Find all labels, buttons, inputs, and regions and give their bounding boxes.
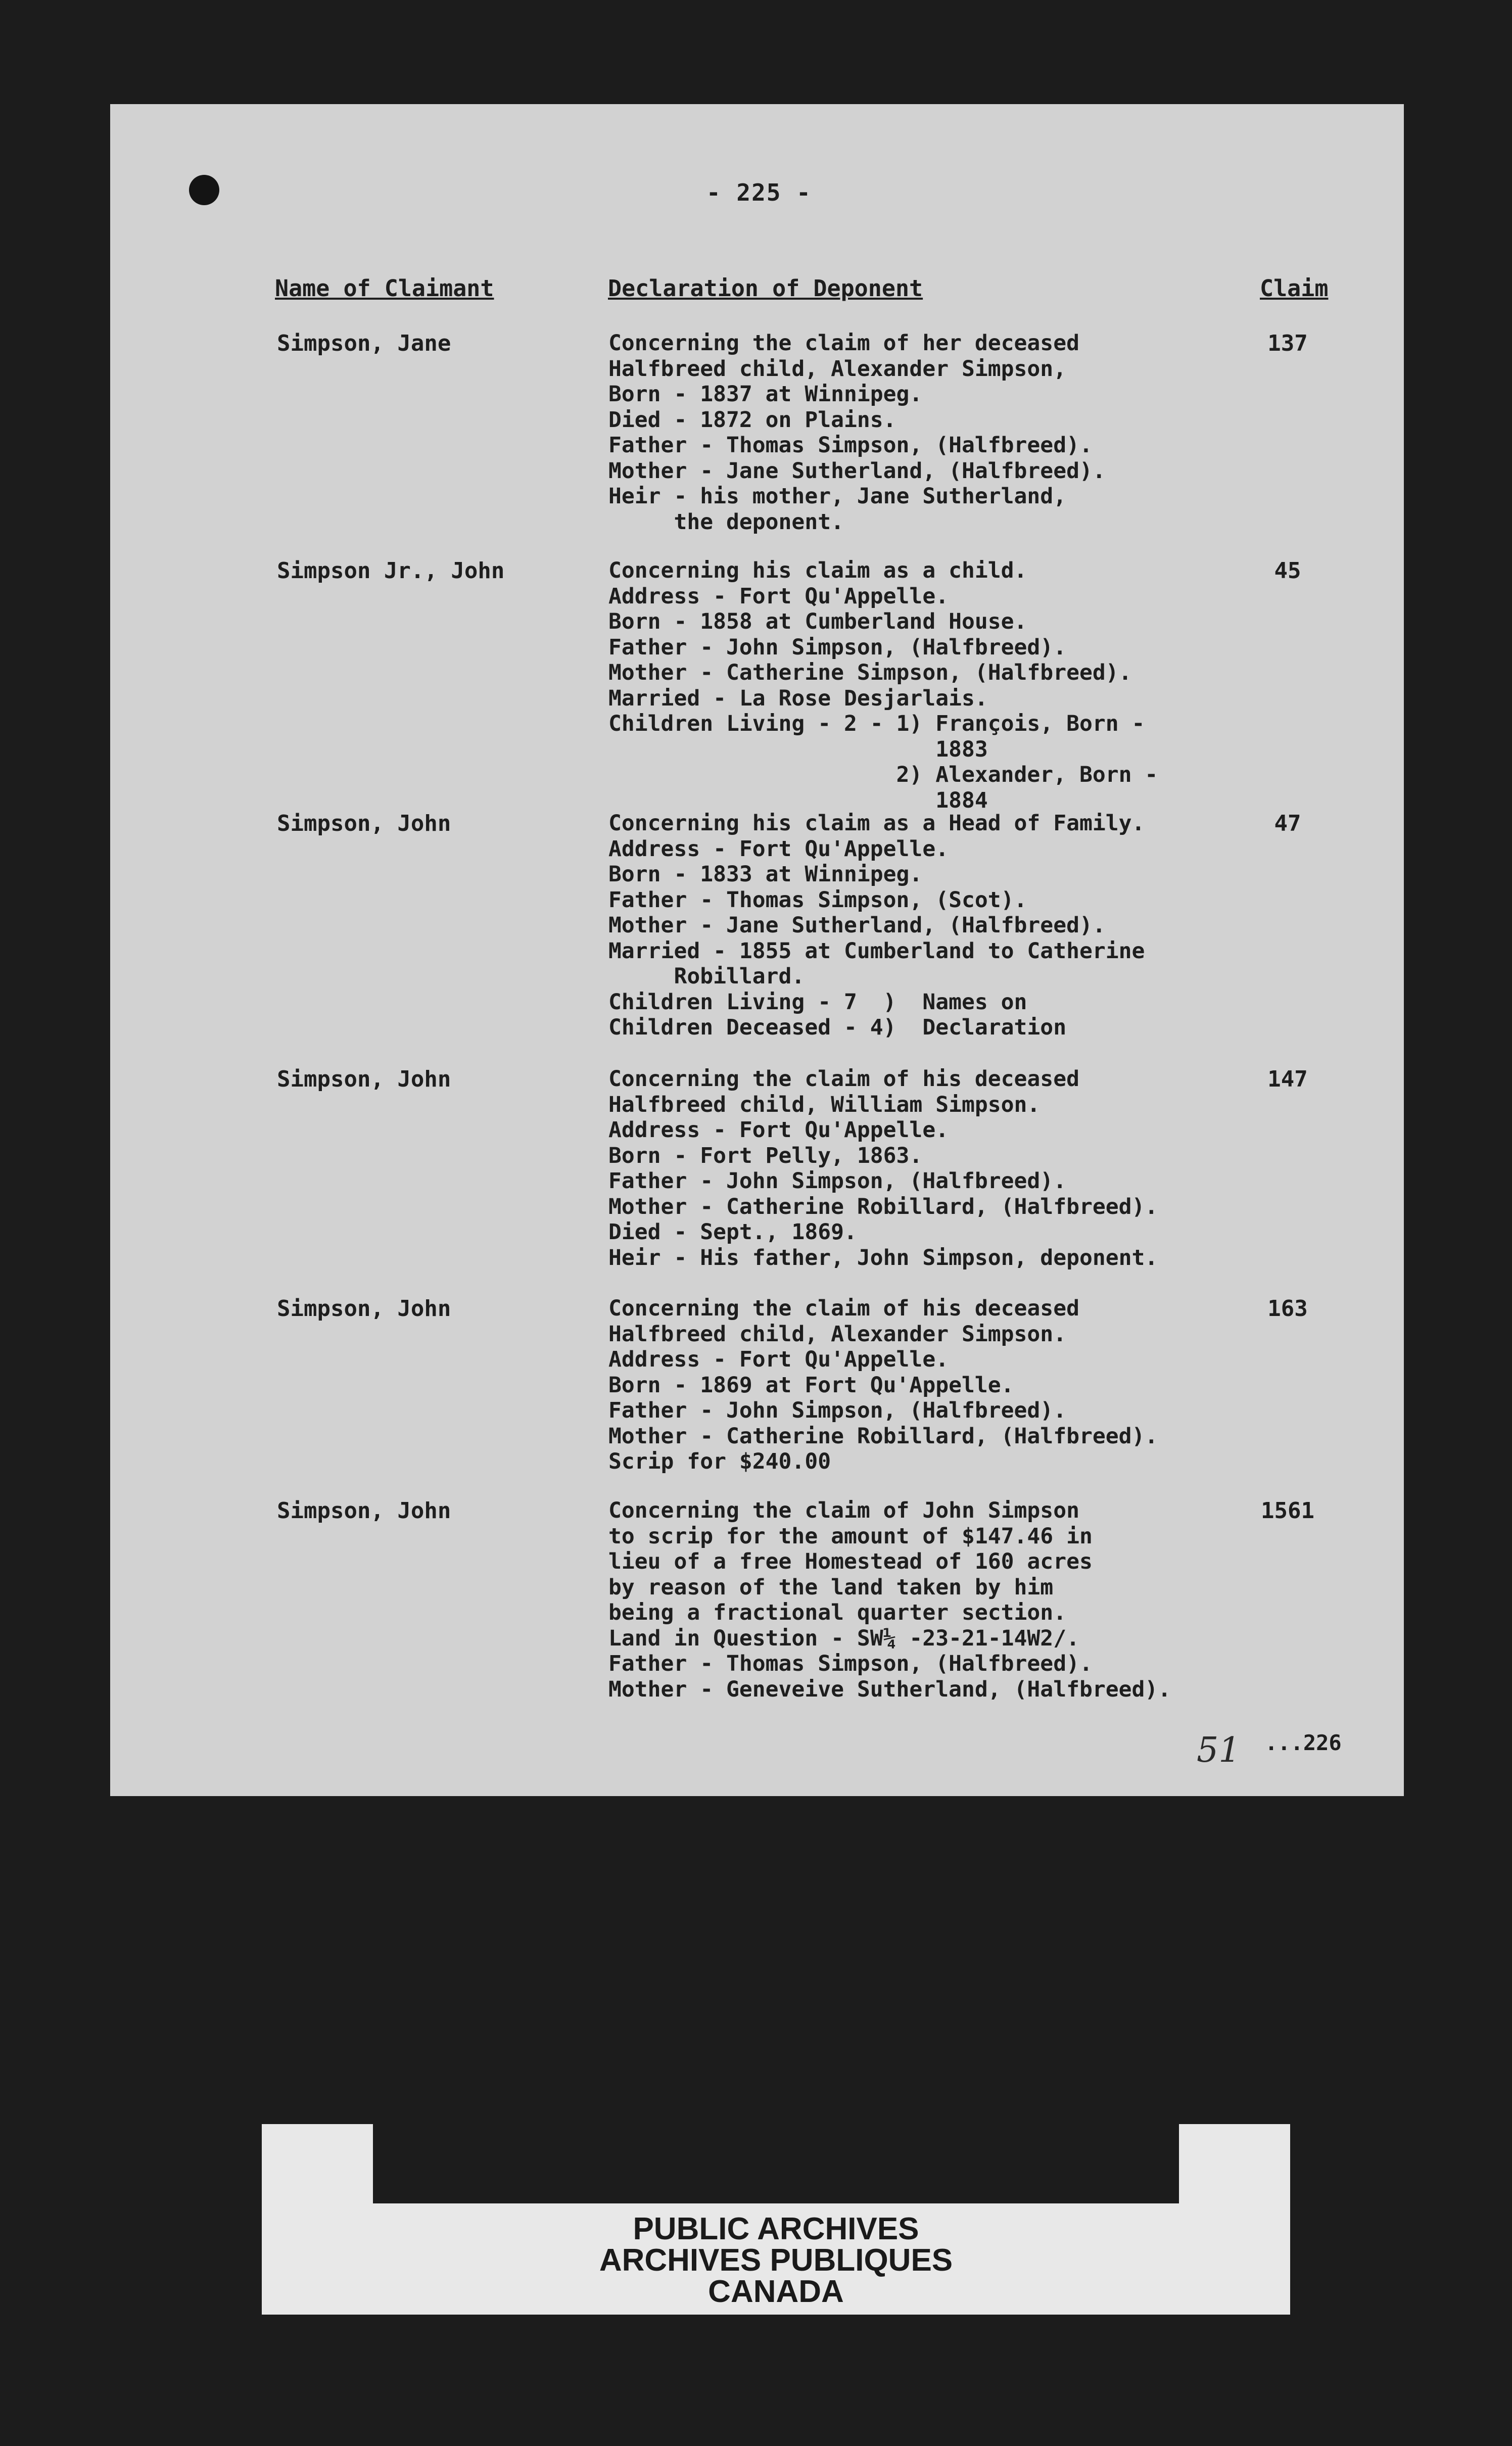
declaration-text: Concerning the claim of his deceased Halfbreed child, Alexander Simpson. Address - Fort Qu'Appelle. Born - 1869 at Fort Qu'Appelle. Father - John Simpson, (Halfbreed). Mother - Catherine Robillard, (Halfbreed). Scrip for $240.00	[608, 1296, 1158, 1474]
mount-notch	[373, 2124, 1179, 2203]
declaration-text: Concerning his claim as a Head of Family. Address - Fort Qu'Appelle. Born - 1833 at Winnipeg. Father - Thomas Simpson, (Scot). Mother - Jane Sutherland, (Halfbreed). Married - 1855 at Cumberland to Catherine Robillard. Children Living - 7 ) Names on Children Deceased - 4) Declaration	[608, 811, 1145, 1040]
stamp-line-2: ARCHIVES PUBLIQUES	[599, 2243, 953, 2278]
declaration-text: Concerning the claim of her deceased Halfbreed child, Alexander Simpson, Born - 1837 at Winnipeg. Died - 1872 on Plains. Father - Thomas Simpson, (Halfbreed). Mother - Jane Sutherland, (Halfbreed). Heir - his mother, Jane Sutherland, the deponent.	[608, 331, 1106, 535]
claimant-name: Simpson, John	[277, 1296, 451, 1322]
header-claim: Claim	[1260, 275, 1329, 302]
claimant-name: Simpson Jr., John	[277, 558, 505, 584]
continued-marker: ...226	[1265, 1730, 1342, 1755]
claim-number: 1561	[1261, 1498, 1314, 1524]
claim-number: 45	[1274, 558, 1301, 584]
declaration-text: Concerning his claim as a child. Address - Fort Qu'Appelle. Born - 1858 at Cumberland House. Father - John Simpson, (Halfbreed). Mother - Catherine Simpson, (Halfbreed). Married - La Rose Desjarlais. Children Living - 2 - 1) François, Born - 1883 2) Alexander, Born - 1884	[608, 558, 1158, 813]
claimant-name: Simpson, Jane	[277, 331, 451, 356]
claim-number: 163	[1267, 1296, 1308, 1322]
document-page	[110, 104, 1404, 1796]
declaration-text: Concerning the claim of his deceased Halfbreed child, William Simpson. Address - Fort Qu'Appelle. Born - Fort Pelly, 1863. Father - John Simpson, (Halfbreed). Mother - Catherine Robillard, (Halfbreed). Died - Sept., 1869. Heir - His father, John Simpson, deponent.	[608, 1066, 1158, 1271]
page-number: - 225 -	[706, 179, 812, 206]
claim-number: 137	[1267, 331, 1308, 356]
claimant-name: Simpson, John	[277, 811, 451, 836]
claim-number: 47	[1274, 811, 1301, 836]
claimant-name: Simpson, John	[277, 1498, 451, 1524]
stamp-line-3: CANADA	[708, 2274, 844, 2309]
handwritten-note: 51	[1197, 1730, 1241, 1770]
stamp-line-1: PUBLIC ARCHIVES	[633, 2212, 919, 2246]
declaration-text: Concerning the claim of John Simpson to scrip for the amount of $147.46 in lieu of a free Homestead of 160 acres by reason of the land taken by him being a fractional quarter section. Land in Question - SW¼ -23-21-14W2/. Father - Thomas Simpson, (Halfbreed). Mother - Geneveive Sutherland, (Halfbreed).	[608, 1498, 1171, 1702]
claimant-name: Simpson, John	[277, 1066, 451, 1092]
archives-stamp-mount	[262, 2124, 1290, 2315]
claim-number: 147	[1267, 1066, 1308, 1092]
public-archives-stamp	[262, 2214, 1290, 2308]
header-name-of-claimant: Name of Claimant	[275, 275, 494, 302]
punch-hole	[189, 175, 219, 205]
header-declaration: Declaration of Deponent	[608, 275, 923, 302]
